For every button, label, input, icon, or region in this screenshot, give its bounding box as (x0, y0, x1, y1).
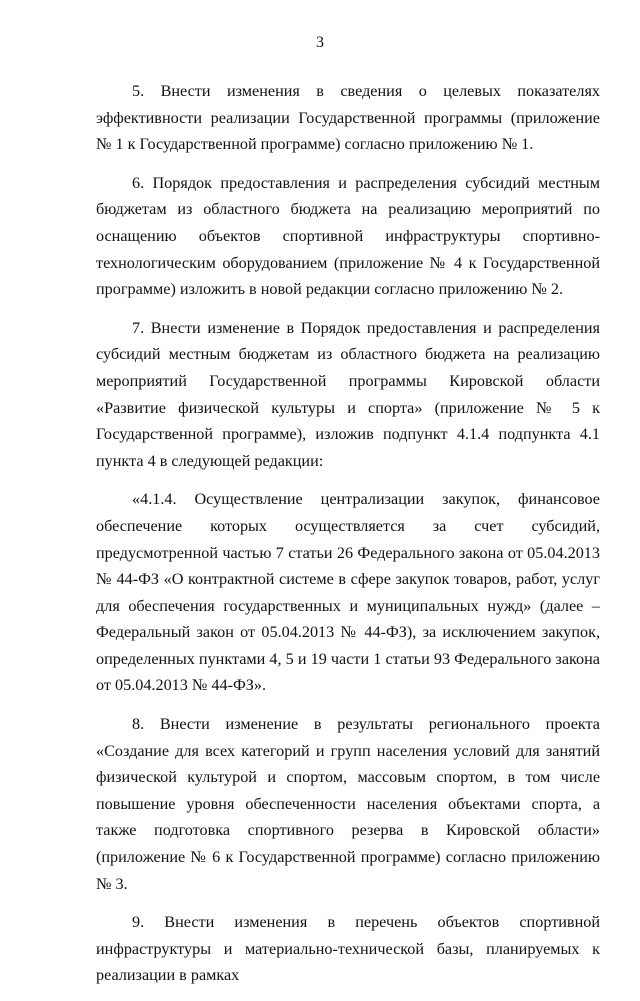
document-body (96, 78, 600, 1001)
paragraph-item-8: 8. Внести изменение в результаты регионального проекта «Создание для всех категорий и групп населения условий для занятий физической культурой и спортом, массовым спортом, в том числе повышение уровня обеспеченности населения объектами спорта, а также подготовка спортивного резерва в Кировской области» (приложение № 6 к Государственной программе) согласно приложению № 3. (96, 715, 600, 893)
paragraph-item-9: 9. Внести изменения в перечень объектов спортивной инфраструктуры и материально-технической базы, планируемых к реализации в рамках (96, 913, 600, 985)
paragraph-item-7: 7. Внести изменение в Порядок предоставления и распределения субсидий местным бюджетам из областного бюджета на реализацию мероприятий Государственной программы Кировской области «Развитие физической культуры и спорта» (приложение № 5 к Государственной программе), изложив подпункт 4.1.4 подпункта 4.1 пункта 4 в следующей редакции: (96, 318, 600, 470)
paragraph-item-6: 6. Порядок предоставления и распределения субсидий местным бюджетам из областного бюджета на реализацию мероприятий по оснащению объектов спортивной инфраструктуры спортивно-технологическим оборудованием (приложение № 4 к Государственной программе) изложить в новой редакции согласно приложению № 2. (96, 173, 600, 299)
paragraph-subpoint-4-1-4: «4.1.4. Осуществление централизации закупок, финансовое обеспечение которых осуществляется за счет субсидий, предусмотренной частью 7 статьи 26 Федерального закона от 05.04.2013 № 44-ФЗ «О контрактной системе в сфере закупок товаров, работ, услуг для обеспечения государственных и муниципальных нужд» (далее – Федеральный закон от 05.04.2013 № 44-ФЗ), за исключением закупок, определенных пунктами 4, 5 и 19 части 1 статьи 93 Федерального закона от 05.04.2013 № 44-ФЗ». (96, 490, 600, 695)
paragraph-item-5: 5. Внести изменения в сведения о целевых показателях эффективности реализации Государственной программы (приложение № 1 к Государственной программе) согласно приложению № 1. (96, 82, 600, 154)
page-number: 3 (316, 34, 324, 51)
